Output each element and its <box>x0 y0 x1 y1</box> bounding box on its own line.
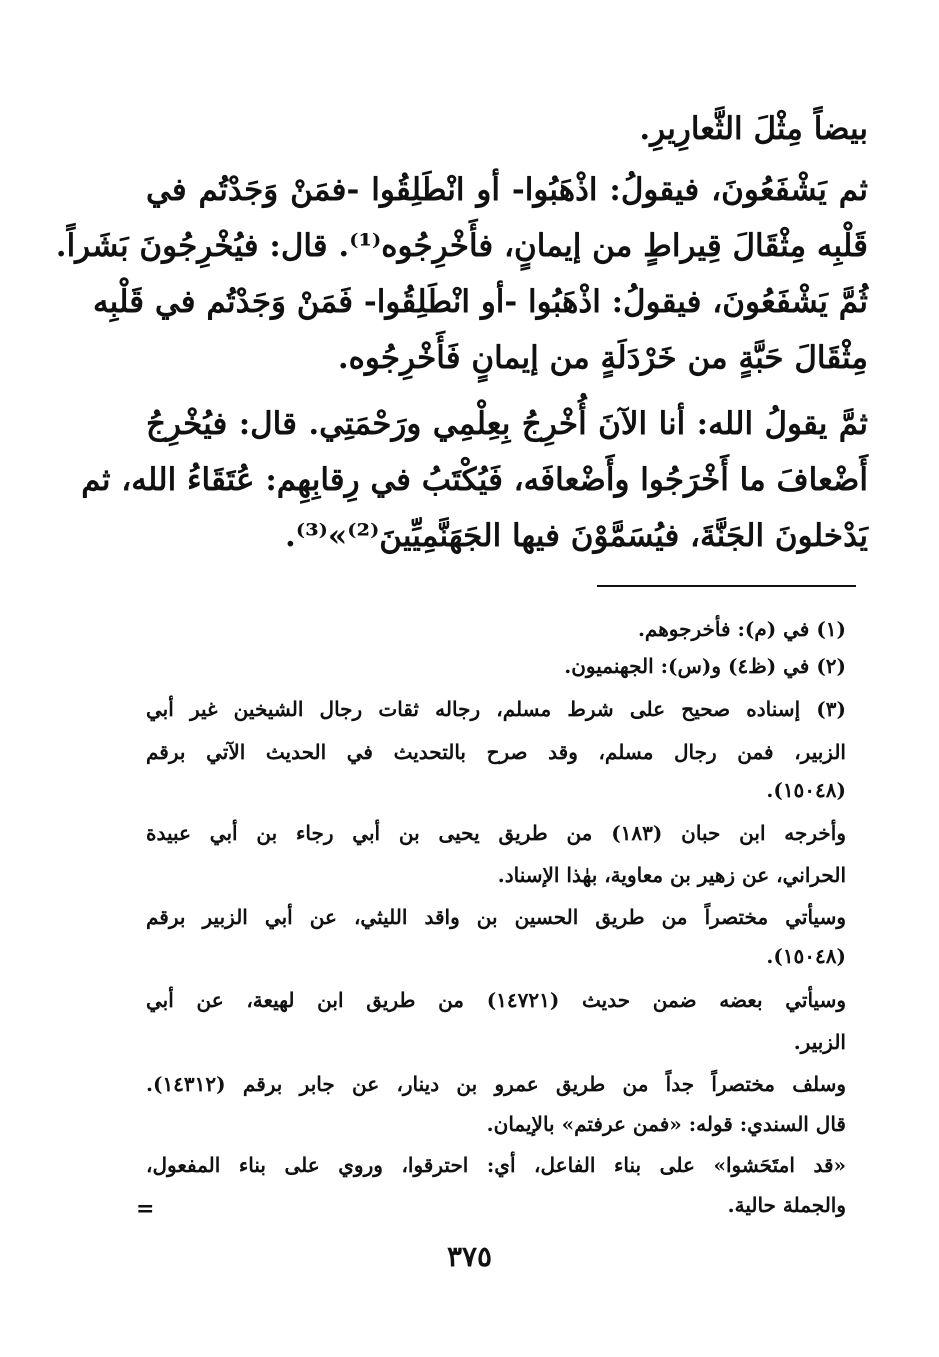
footnote-line: وسيأتي مختصراً من طريق الحسين بن واقد الليثي، عن أبي الزبير برقم <box>146 905 846 929</box>
main-text-line: ثُمَّ يَشْفَعُونَ، فيقولُ: اذْهَبُوا -أو انْطَلِقُوا- فَمَنْ وَجَدْتُم في قَلْبِه <box>93 284 868 320</box>
page-number: ٣٧٥ <box>446 1240 493 1273</box>
main-text-line: بيضاً مِثْلَ الثَّعارِيرِ. <box>639 111 868 147</box>
footnote-line: والجملة حالية. <box>727 1193 846 1217</box>
footnote-line: (٢) في (ظ٤) و(س): الجهنميون. <box>564 654 846 678</box>
footnote-separator <box>597 585 856 587</box>
main-text-line: ثم يَشْفَعُونَ، فيقولُ: اذْهَبُوا- أو انْطَلِقُوا -فمَنْ وَجَدْتُم في <box>146 172 868 208</box>
footnote-line: «قد امتَحَشوا» على بناء الفاعل، أي: احترقوا، وروي على بناء المفعول، <box>146 1153 846 1177</box>
footnote-line: (٣) إسناده صحيح على شرط مسلم، رجاله ثقات رجال الشيخين غير أبي <box>146 697 846 721</box>
main-text-line: مِثْقَالَ حَبَّةٍ من خَرْدَلَةٍ من إيمانٍ فَأَخْرِجُوه. <box>337 340 868 376</box>
continuation-mark: = <box>136 1196 155 1222</box>
footnote-line: الزبير، فمن رجال مسلم، وقد صرح بالتحديث في الحديث الآتي برقم <box>146 740 846 764</box>
main-text-line: أَضْعافَ ما أَخْرَجُوا وأَضْعافَه، فَيُكْتَبُ في رِقابِهِم: عُتَقَاءُ الله، ثم <box>81 462 868 498</box>
footnote-line: (١٥٠٤٨). <box>766 944 846 968</box>
footnote-line: (١٥٠٤٨). <box>766 778 846 802</box>
footnote-line: وسيأتي بعضه ضمن حديث (١٤٧٢١) من طريق ابن لهيعة، عن أبي <box>146 988 846 1012</box>
footnote-line: الحراني، عن زهير بن معاوية، بهٰذا الإسناد. <box>497 863 846 887</box>
footnote-line: قال السندي: قوله: «فمن عرفتم» بالإيمان. <box>486 1112 846 1136</box>
footnote-line: وأخرجه ابن حبان (١٨٣) من طريق يحيى بن أبي رجاء بن أبي عبيدة <box>146 821 846 845</box>
footnote-line: وسلف مختصراً جداً من طريق عمرو بن دينار، عن جابر برقم (١٤٣١٢). <box>146 1072 846 1096</box>
main-text-line: ثمَّ يقولُ الله: أنا الآنَ أُخْرِجُ بِعِلْمِي ورَحْمَتِي. قال: فيُخْرِجُ <box>146 406 868 442</box>
footnote-line: الزبير. <box>793 1030 846 1054</box>
footnote-line: (١) في (م): فأخرجوهم. <box>637 617 846 641</box>
main-text-line: يَدْخلونَ الجَنَّةَ، فيُسَمَّوْنَ فيها الجَهَنَّمِيِّينَ⁽²⁾»⁽³⁾. <box>285 518 868 554</box>
main-text-line: قَلْبِه مِثْقَالَ قِيراطٍ من إيمانٍ، فأَخْرِجُوه⁽¹⁾. قال: فيُخْرِجُونَ بَشَراً. <box>55 228 868 264</box>
